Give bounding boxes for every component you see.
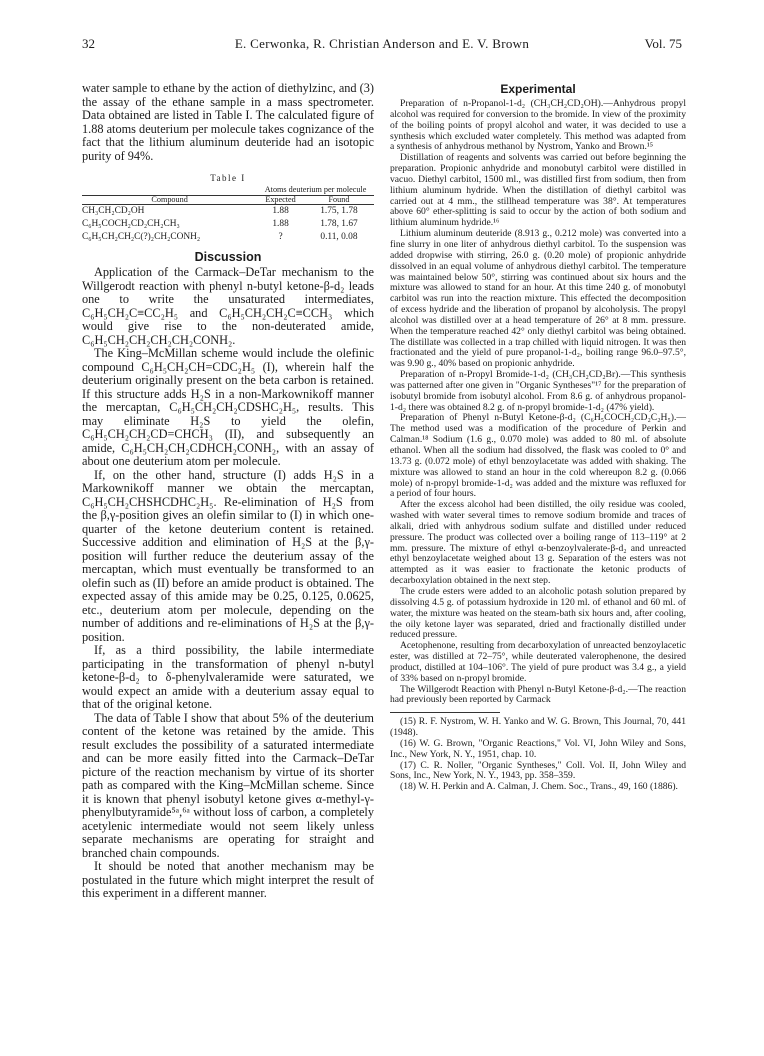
cell-found: 1.75, 1.78 [304, 205, 374, 219]
experimental-paragraph: Distillation of reagents and solvents was carried out before beginning the preparation. Propionic anhydride and monobutyl carbitol were distilled in vacuo. Diethyl carbitol, 1500 ml., was distilled first from sodium, then from lithium aluminum hydride. When the distillation of diethyl carbitol was carried out at 4 mm., the stillhead temperature was 38°. At temperatures above 60° ether-splitting is said to occur by the action of both sodium and lithium aluminum hydride.¹⁶ [390, 152, 686, 229]
cell-expected: ? [278, 232, 283, 243]
experimental-paragraph: After the excess alcohol had been distilled, the oily residue was cooled, washed with water several times to remove sodium bromide and traces of alkali, dried with anhydrous sodium sulfate and distilled under reduced pressure. The product was collected over a boiling range of 113–119° at 2 mm. pressure. The mixture of ethyl α-benzoylvalerate-β-d₂ and unreacted ethyl benzoylacetate weighed about 13 g. Separation of the esters was not attempted as it was easier to fractionate the ketonic products of decarboxylation obtained in the next step. [390, 499, 686, 587]
discussion-paragraph: The data of Table I show that about 5% of the deuterium content of the ketone was retained by the amide. This result excludes the possibility of a saturated intermediate and can be more easily fitted into the Carmack–DeTar picture of the reaction mechanism by virtue of its shorter path as compared with the King–McMillan scheme. Since it is known that phenyl isobutyl ketone gives α-methyl-γ-phenylbutyramide⁵ᵃ,⁶ᵃ without loss of carbon, a completely acetylenic intermediate would not seem likely unless separate mechanisms are operating for straight and branched chain compounds. [82, 710, 374, 860]
discussion-paragraph: Application of the Carmack–DeTar mechanism to the Willgerodt reaction with phenyl n-butyl ketone-β-d₂ leads one to write the unsaturated intermediates, C₆H₅CH₂C≡CC₂H₅ and C₆H₅CH₂CH₂C≡CCH₃ which would give rise to the non-deuterated amide, C₆H₅CH₂CH₂CH₂CH₂CONH₂. [82, 265, 374, 347]
data-table [82, 186, 374, 244]
cell-found: 1.78, 1.67 [320, 219, 358, 230]
section-heading-discussion: Discussion [194, 250, 262, 265]
experimental-paragraph: Preparation of Phenyl n-Butyl Ketone-β-d₂ (C₆H₅COCH₂CD₂C₂H₅).—The method used was a modification of the procedure of Perkin and Calman.¹⁸ Sodium (1.6 g., 0.070 mole) was added to 80 ml. of absolute ethanol. When all the sodium had dissolved, the flask was cooled to 0° and 13.73 g. (0.072 mole) of ethyl benzoylacetate was added with shaking. The mixture was allowed to stand an hour in the cold whereupon 8.2 g. (0.066 mole) of n-propyl bromide-1-d₂ was added and the mixture was refluxed for a period of four hours. [390, 412, 686, 500]
footnote: (15) R. F. Nystrom, W. H. Yanko and W. G. Brown, This Journal, 70, 441 (1948). [390, 716, 686, 739]
discussion-paragraph: The King–McMillan scheme would include the olefinic compound C₆H₅CH₂CH=CDC₂H₅ (I), wherein half the deuterium originally present on the beta carbon is retained. If this structure adds H₂S in a non-Markownikoff manner the mercaptan, C₆H₅CH₂CH₂CDSHC₂H₅, results. This may eliminate H₂S to yield the olefin, C₆H₅CH₂CH₂CD=CHCH₃ (II), and subsequently an amide, C₆H₅CH₂CH₂CDHCH₂CONH₂, with an assay of about one deuterium atom per molecule. [82, 346, 374, 469]
left-column [82, 82, 374, 901]
section-heading-experimental: Experimental [500, 82, 576, 96]
table-row [82, 218, 374, 231]
table-header-compound: Compound [151, 194, 188, 204]
table-group-header: Atoms deuterium per molecule [257, 186, 374, 195]
table-row [82, 205, 374, 219]
page-number: 32 [82, 36, 95, 51]
cell-compound: C₆H₅COCH₂CD₂CH₂CH₃ [82, 219, 180, 230]
experimental-paragraph: Preparation of n-Propyl Bromide-1-d₂ (CH₃CH₂CD₂Br).—This synthesis was patterned after one given in "Organic Syntheses"¹⁷ for the preparation of isobutyl bromide from isobutyl alcohol. From 8.6 g. of anhydrous propanol-1-d₂ there was obtained 8.2 g. of n-propyl bromide-1-d₂ (47% yield). [390, 369, 686, 413]
discussion-paragraph: If, on the other hand, structure (I) adds H₂S in a Markownikoff manner we obtain the mercaptan, C₆H₅CH₂CHSHCDHC₂H₅. Re-elimination of H₂S from the β,γ-position gives an olefin similar to (I) in which one-quarter of the ketone deuterium content is retained. Successive addition and elimination of H₂S at the β,γ-position will further reduce the deuterium assay of the mercaptan, which must eventually be transformed to an olefin such as (II) before an amide product is obtained. The expected assay of this amide may be 0.25, 0.125, 0.0625, etc., deuterium atom per molecule, depending on the number of additions and re-eliminations of H₂S at the β,γ-position. [82, 467, 374, 644]
cell-expected: 1.88 [257, 205, 304, 219]
cell-compound: C₆H₅CH₂CH₂C(?)₂CH₂CONH₂ [82, 232, 201, 243]
discussion-paragraph: It should be noted that another mechanism may be postulated in the future which might interpret the result of this experiment in a different manner. [82, 859, 374, 901]
author-header: E. Cerwonka, R. Christian Anderson and E. V. Brown [234, 36, 530, 51]
experimental-paragraph: Lithium aluminum deuteride (8.913 g., 0.212 mole) was converted into a fine slurry in one liter of anhydrous diethyl carbitol. To the suspension was added dropwise with stirring, 26.0 g. (0.20 mole) of propionic anhydride dissolved in an equal volume of anhydrous diethyl carbitol. The temperature was maintained below 50°, stirring was continued about six hours and the mixture was allowed to stand for an hour. At this time 240 g. of monobutyl carbitol was run into the reaction mixture. This effected the decomposition of excess hydride and the liberation of propanol by alcoholysis. The propyl alcohol was distilled over at a head temperature of 26° at 8 mm. pressure. When the temperature reached 42° only diethyl carbitol was being obtained. The distillate was collected in a trap chilled with liquid nitrogen. It was then fractionated and the yield of pure propanol-1-d₂, boiling range 96.0–97.5°, was 9.90 g., 40% based on propionic anhydride. [390, 228, 686, 370]
intro-paragraph: water sample to ethane by the action of diethylzinc, and (3) the assay of the ethane sample in a mass spectrometer. Data obtained are listed in Table I. The calculated figure of 1.88 atoms deuterium per molecule takes cognizance of the fact that the lithium aluminum deuteride had an isotopic purity of 94%. [82, 81, 374, 163]
table-group-header-row [82, 186, 374, 195]
cell-found: 0.11, 0.08 [320, 232, 358, 243]
experimental-paragraph: Preparation of n-Propanol-1-d₂ (CH₃CH₂CD₂OH).—Anhydrous propyl alcohol was required for conversion to the bromide. In view of the proximity of the boiling points of propyl alcohol and water, it was decided to use a synthesis which excluded water completely. This method was adapted from a synthesis of anhydrous methanol by Nystrom, Yanko and Brown.¹⁵ [390, 98, 686, 153]
right-column [390, 82, 686, 793]
cell-expected: 1.88 [272, 219, 289, 230]
experimental-paragraph: The crude esters were added to an alcoholic potash solution prepared by dissolving 4.5 g. of potassium hydroxide in 120 ml. of ethanol and 60 ml. of water, the mixture was heated on the steam-bath six hours and, after cooling, the oily ketone layer was separated, dried and fractionally distilled under reduced pressure. [390, 585, 686, 641]
footnote: (18) W. H. Perkin and A. Calman, J. Chem. Soc., Trans., 49, 160 (1886). [400, 781, 678, 793]
table-header-found: Found [328, 194, 350, 204]
footnote: (17) C. R. Noller, "Organic Syntheses," Coll. Vol. II, John Wiley and Sons, Inc., New York, N. Y., 1943, pp. 358–359. [390, 759, 686, 782]
table-header-expected: Expected [265, 194, 296, 204]
footnote: (16) W. G. Brown, "Organic Reactions," Vol. VI, John Wiley and Sons, Inc., New York, N. Y., 1951, chap. 10. [390, 737, 686, 760]
table-row [82, 231, 374, 244]
table-caption: Table I [210, 173, 246, 183]
running-header [82, 36, 682, 56]
table-header-row [82, 195, 374, 205]
cell-compound: CH₃CH₂CD₂OH [82, 205, 257, 219]
volume-label: Vol. 75 [644, 36, 682, 51]
discussion-paragraph: If, as a third possibility, the labile intermediate participating in the transformation of phenyl n-butyl ketone-β-d₂ to δ-phenylvaleramide were saturated, we would expect an amide with a deuterium assay equal to that of the original ketone. [82, 643, 374, 712]
experimental-paragraph: The Willgerodt Reaction with Phenyl n-Butyl Ketone-β-d₂.—The reaction had previously been reported by Carmack [390, 683, 686, 706]
experimental-paragraph: Acetophenone, resulting from decarboxylation of unreacted benzoylacetic ester, was distilled at 72–75°, while deuterated valerophenone, the desired product, distilled at 104–106°. The yield of pure product was 3.4 g., a yield of 33% based on n-propyl bromide. [390, 640, 686, 684]
footnote-divider [390, 712, 500, 713]
